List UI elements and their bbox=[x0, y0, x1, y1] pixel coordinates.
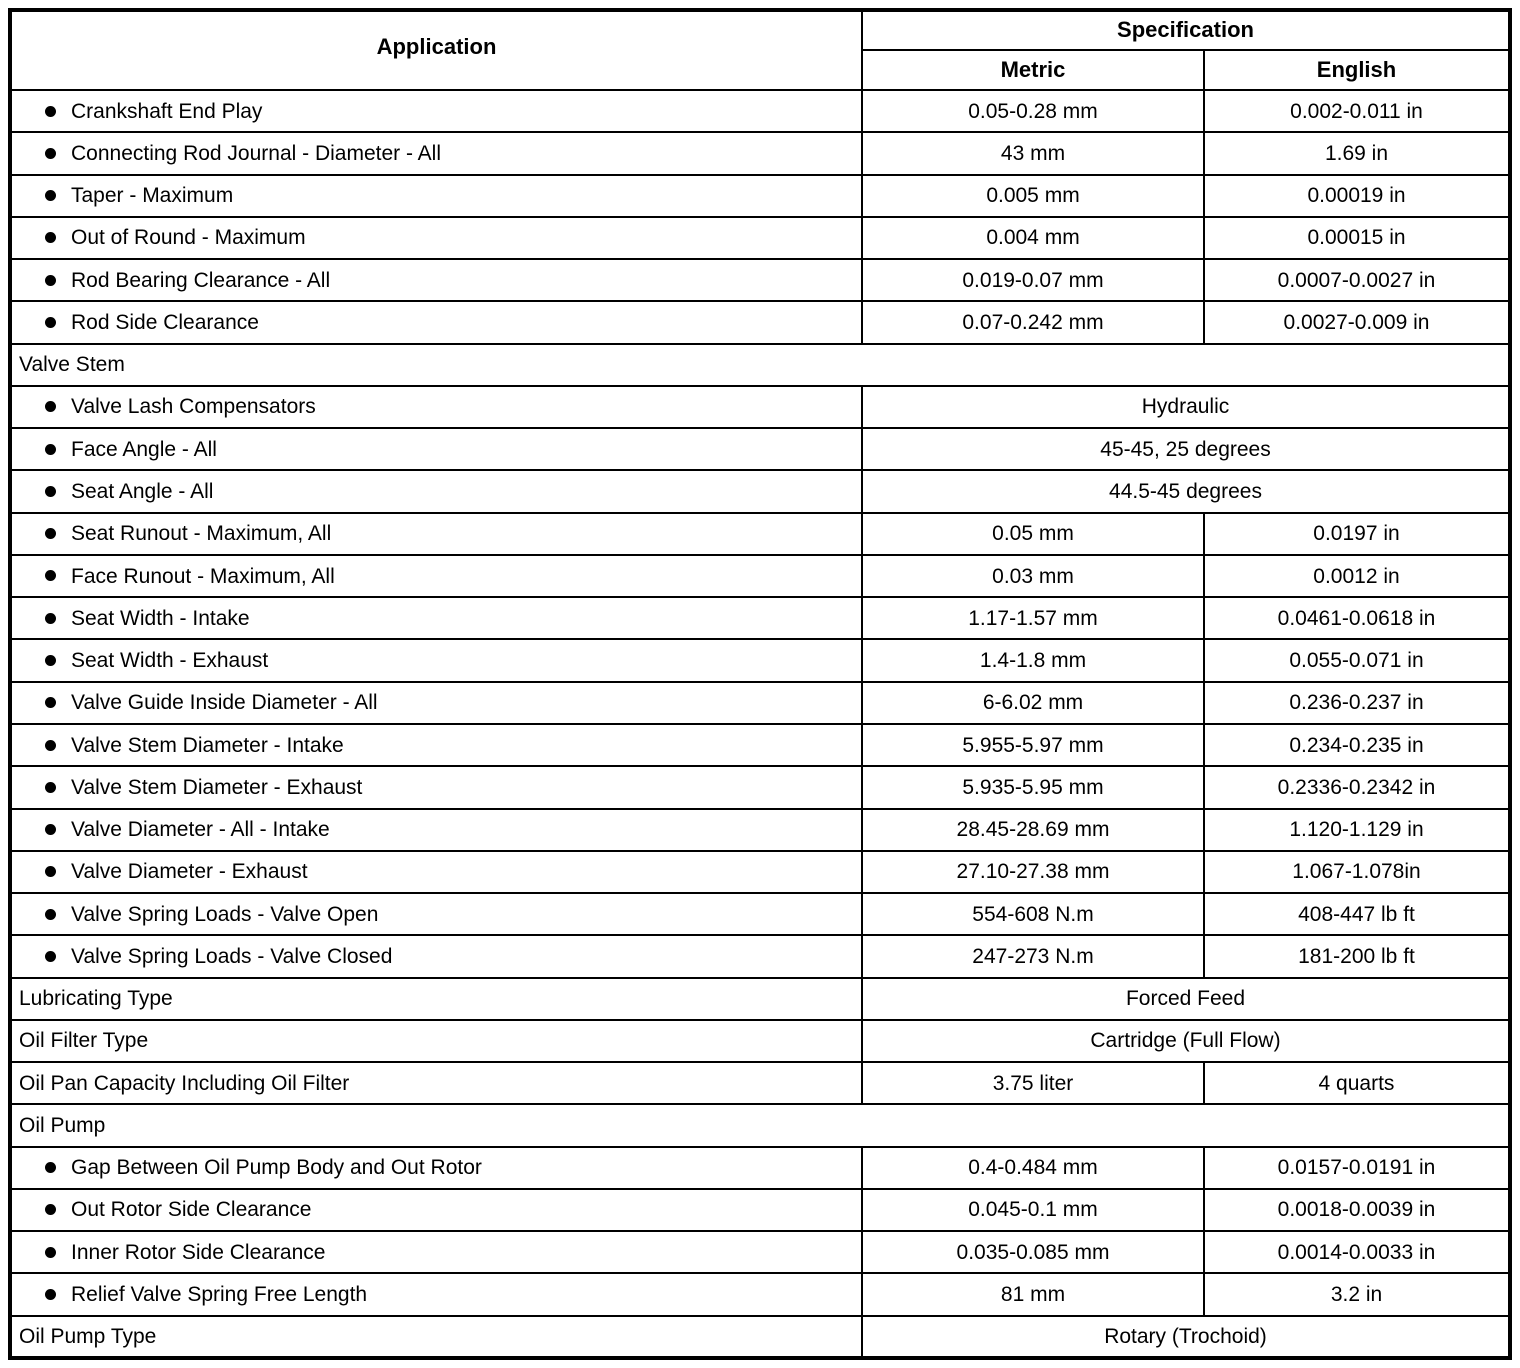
table-row bbox=[10, 513, 1510, 555]
table-row bbox=[10, 1104, 1510, 1146]
application-label: Valve Spring Loads - Valve Open bbox=[71, 902, 379, 926]
bullet-icon bbox=[45, 1247, 56, 1258]
english-value-cell: 3.2 in bbox=[1204, 1273, 1510, 1315]
english-value-cell: 408-447 lb ft bbox=[1204, 893, 1510, 935]
metric-value-cell: 0.004 mm bbox=[862, 217, 1204, 259]
bullet-icon bbox=[45, 866, 56, 877]
application-cell bbox=[10, 935, 862, 977]
application-label: Seat Width - Exhaust bbox=[71, 649, 269, 673]
table-row bbox=[10, 809, 1510, 851]
table-row bbox=[10, 766, 1510, 808]
table-row bbox=[10, 1062, 1510, 1104]
application-cell bbox=[10, 1316, 862, 1358]
bullet-icon bbox=[45, 613, 56, 624]
metric-value-cell: 1.17-1.57 mm bbox=[862, 597, 1204, 639]
bullet-icon bbox=[45, 190, 56, 201]
application-cell bbox=[10, 175, 862, 217]
english-value-cell: 0.0157-0.0191 in bbox=[1204, 1147, 1510, 1189]
application-cell bbox=[10, 809, 862, 851]
application-cell bbox=[10, 513, 862, 555]
application-cell bbox=[10, 555, 862, 597]
english-value-cell: 181-200 lb ft bbox=[1204, 935, 1510, 977]
english-value-cell: 0.2336-0.2342 in bbox=[1204, 766, 1510, 808]
english-value-cell: 1.067-1.078in bbox=[1204, 851, 1510, 893]
metric-value-cell: 5.935-5.95 mm bbox=[862, 766, 1204, 808]
application-cell bbox=[10, 428, 862, 470]
table-row bbox=[10, 259, 1510, 301]
application-label: Valve Guide Inside Diameter - All bbox=[71, 691, 378, 715]
metric-column-header: Metric bbox=[862, 50, 1204, 90]
application-label: Valve Diameter - All - Intake bbox=[71, 818, 330, 842]
application-cell bbox=[10, 301, 862, 343]
application-label: Inner Rotor Side Clearance bbox=[71, 1240, 326, 1264]
application-label: Valve Lash Compensators bbox=[71, 395, 316, 419]
application-cell bbox=[10, 724, 862, 766]
specification-column-header: Specification bbox=[862, 10, 1510, 50]
table-row bbox=[10, 1189, 1510, 1231]
english-value-cell: 1.120-1.129 in bbox=[1204, 809, 1510, 851]
bullet-icon bbox=[45, 486, 56, 497]
table-row bbox=[10, 470, 1510, 512]
metric-value-cell: 554-608 N.m bbox=[862, 893, 1204, 935]
application-label: Rod Side Clearance bbox=[71, 310, 259, 334]
table-row bbox=[10, 90, 1510, 132]
english-value-cell: 0.234-0.235 in bbox=[1204, 724, 1510, 766]
table-row bbox=[10, 386, 1510, 428]
english-value-cell: 0.0197 in bbox=[1204, 513, 1510, 555]
english-value-cell: 0.0027-0.009 in bbox=[1204, 301, 1510, 343]
table-row bbox=[10, 428, 1510, 470]
bullet-icon bbox=[45, 655, 56, 666]
table-row bbox=[10, 175, 1510, 217]
table-row bbox=[10, 1231, 1510, 1273]
application-cell bbox=[10, 1062, 862, 1104]
bullet-icon bbox=[45, 317, 56, 328]
metric-value-cell: 0.005 mm bbox=[862, 175, 1204, 217]
application-label: Valve Stem Diameter - Exhaust bbox=[71, 775, 363, 799]
table-row bbox=[10, 851, 1510, 893]
bullet-icon bbox=[45, 275, 56, 286]
bullet-icon bbox=[45, 909, 56, 920]
application-label: Lubricating Type bbox=[19, 987, 173, 1011]
table-row bbox=[10, 301, 1510, 343]
metric-value-cell: 43 mm bbox=[862, 132, 1204, 174]
spec-value-cell: Rotary (Trochoid) bbox=[862, 1316, 1510, 1358]
bullet-icon bbox=[45, 148, 56, 159]
english-value-cell: 0.0018-0.0039 in bbox=[1204, 1189, 1510, 1231]
bullet-icon bbox=[45, 528, 56, 539]
table-row bbox=[10, 597, 1510, 639]
table-row bbox=[10, 132, 1510, 174]
metric-value-cell: 0.07-0.242 mm bbox=[862, 301, 1204, 343]
metric-value-cell: 28.45-28.69 mm bbox=[862, 809, 1204, 851]
table-row bbox=[10, 217, 1510, 259]
application-cell bbox=[10, 1020, 862, 1062]
metric-value-cell: 0.05-0.28 mm bbox=[862, 90, 1204, 132]
section-label: Valve Stem bbox=[10, 344, 1510, 386]
bullet-icon bbox=[45, 1162, 56, 1173]
metric-value-cell: 0.019-0.07 mm bbox=[862, 259, 1204, 301]
application-cell bbox=[10, 217, 862, 259]
application-label: Oil Pump Type bbox=[19, 1324, 157, 1348]
spec-value-cell: Hydraulic bbox=[862, 386, 1510, 428]
application-label: Face Angle - All bbox=[71, 437, 217, 461]
application-cell bbox=[10, 1189, 862, 1231]
metric-value-cell: 0.4-0.484 mm bbox=[862, 1147, 1204, 1189]
metric-value-cell: 0.03 mm bbox=[862, 555, 1204, 597]
metric-value-cell: 5.955-5.97 mm bbox=[862, 724, 1204, 766]
english-value-cell: 4 quarts bbox=[1204, 1062, 1510, 1104]
metric-value-cell: 27.10-27.38 mm bbox=[862, 851, 1204, 893]
spec-table-header bbox=[10, 10, 1510, 90]
application-cell bbox=[10, 1273, 862, 1315]
application-label: Connecting Rod Journal - Diameter - All bbox=[71, 141, 442, 165]
application-label: Gap Between Oil Pump Body and Out Rotor bbox=[71, 1156, 482, 1180]
application-label: Oil Filter Type bbox=[19, 1029, 149, 1053]
application-label: Crankshaft End Play bbox=[71, 99, 263, 123]
spec-value-cell: Forced Feed bbox=[862, 978, 1510, 1020]
application-label: Taper - Maximum bbox=[71, 184, 234, 208]
bullet-icon bbox=[45, 951, 56, 962]
table-row bbox=[10, 344, 1510, 386]
application-label: Face Runout - Maximum, All bbox=[71, 564, 335, 588]
spec-value-cell: 44.5-45 degrees bbox=[862, 470, 1510, 512]
header-row-1 bbox=[10, 10, 1510, 50]
table-row bbox=[10, 682, 1510, 724]
spec-table bbox=[8, 8, 1512, 1360]
bullet-icon bbox=[45, 401, 56, 412]
table-row bbox=[10, 724, 1510, 766]
bullet-icon bbox=[45, 232, 56, 243]
metric-value-cell: 0.035-0.085 mm bbox=[862, 1231, 1204, 1273]
table-row bbox=[10, 935, 1510, 977]
spec-value-cell: Cartridge (Full Flow) bbox=[862, 1020, 1510, 1062]
english-value-cell: 0.0012 in bbox=[1204, 555, 1510, 597]
bullet-icon bbox=[45, 1289, 56, 1300]
spec-table-body bbox=[10, 90, 1510, 1358]
application-column-header: Application bbox=[10, 10, 862, 90]
bullet-icon bbox=[45, 740, 56, 751]
english-value-cell: 0.236-0.237 in bbox=[1204, 682, 1510, 724]
english-value-cell: 0.0007-0.0027 in bbox=[1204, 259, 1510, 301]
application-label: Valve Diameter - Exhaust bbox=[71, 860, 308, 884]
bullet-icon bbox=[45, 444, 56, 455]
english-value-cell: 0.00015 in bbox=[1204, 217, 1510, 259]
application-label: Seat Runout - Maximum, All bbox=[71, 522, 332, 546]
application-label: Seat Angle - All bbox=[71, 479, 214, 503]
table-row bbox=[10, 555, 1510, 597]
application-label: Rod Bearing Clearance - All bbox=[71, 268, 331, 292]
application-label: Valve Stem Diameter - Intake bbox=[71, 733, 344, 757]
application-label: Valve Spring Loads - Valve Closed bbox=[71, 944, 393, 968]
table-row bbox=[10, 893, 1510, 935]
metric-value-cell: 81 mm bbox=[862, 1273, 1204, 1315]
application-cell bbox=[10, 893, 862, 935]
table-row bbox=[10, 978, 1510, 1020]
english-value-cell: 0.055-0.071 in bbox=[1204, 639, 1510, 681]
english-value-cell: 0.002-0.011 in bbox=[1204, 90, 1510, 132]
application-label: Seat Width - Intake bbox=[71, 606, 250, 630]
application-cell bbox=[10, 1231, 862, 1273]
application-cell bbox=[10, 90, 862, 132]
table-row bbox=[10, 1273, 1510, 1315]
application-label: Oil Pan Capacity Including Oil Filter bbox=[19, 1071, 350, 1095]
metric-value-cell: 0.045-0.1 mm bbox=[862, 1189, 1204, 1231]
bullet-icon bbox=[45, 570, 56, 581]
bullet-icon bbox=[45, 697, 56, 708]
table-row bbox=[10, 1316, 1510, 1358]
bullet-icon bbox=[45, 1204, 56, 1215]
application-label: Relief Valve Spring Free Length bbox=[71, 1283, 368, 1307]
english-value-cell: 1.69 in bbox=[1204, 132, 1510, 174]
section-label: Oil Pump bbox=[10, 1104, 1510, 1146]
application-cell bbox=[10, 386, 862, 428]
english-value-cell: 0.00019 in bbox=[1204, 175, 1510, 217]
application-label: Out Rotor Side Clearance bbox=[71, 1198, 312, 1222]
application-cell bbox=[10, 639, 862, 681]
metric-value-cell: 247-273 N.m bbox=[862, 935, 1204, 977]
application-cell bbox=[10, 682, 862, 724]
application-cell bbox=[10, 978, 862, 1020]
application-cell bbox=[10, 1147, 862, 1189]
bullet-icon bbox=[45, 824, 56, 835]
application-cell bbox=[10, 597, 862, 639]
metric-value-cell: 1.4-1.8 mm bbox=[862, 639, 1204, 681]
metric-value-cell: 6-6.02 mm bbox=[862, 682, 1204, 724]
application-cell bbox=[10, 259, 862, 301]
application-cell bbox=[10, 132, 862, 174]
english-column-header: English bbox=[1204, 50, 1510, 90]
bullet-icon bbox=[45, 106, 56, 117]
application-cell bbox=[10, 766, 862, 808]
table-row bbox=[10, 1020, 1510, 1062]
metric-value-cell: 3.75 liter bbox=[862, 1062, 1204, 1104]
application-label: Out of Round - Maximum bbox=[71, 226, 306, 250]
english-value-cell: 0.0461-0.0618 in bbox=[1204, 597, 1510, 639]
spec-value-cell: 45-45, 25 degrees bbox=[862, 428, 1510, 470]
bullet-icon bbox=[45, 782, 56, 793]
table-row bbox=[10, 639, 1510, 681]
english-value-cell: 0.0014-0.0033 in bbox=[1204, 1231, 1510, 1273]
metric-value-cell: 0.05 mm bbox=[862, 513, 1204, 555]
table-row bbox=[10, 1147, 1510, 1189]
application-cell bbox=[10, 851, 862, 893]
application-cell bbox=[10, 470, 862, 512]
